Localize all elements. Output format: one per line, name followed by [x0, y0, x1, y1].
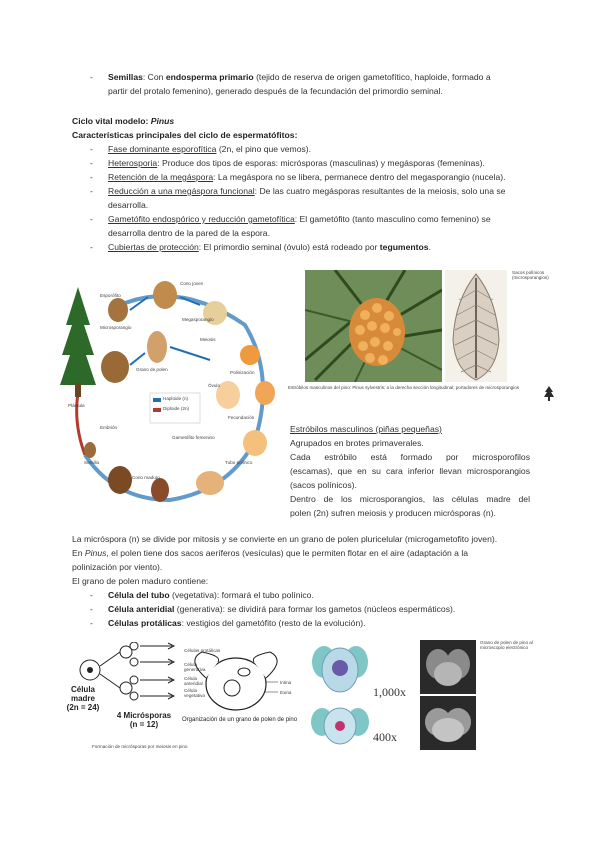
pollen-grain-diagram [182, 648, 304, 730]
strobili-para1b: (escamas), que en su cara inferior llevan microsporangios [290, 466, 530, 476]
legend-haploid: Haploide (n) [163, 396, 189, 401]
pollen-micrograph-1 [310, 640, 370, 698]
sem-image-1 [420, 640, 476, 694]
footer-note: Formación de micrósporas por meiosis en pino [92, 744, 188, 749]
sacs-label: Sacos polínicos (microsporangios) [512, 270, 549, 281]
cycle-label: Esporófito [100, 293, 121, 298]
strobilus-section-image [445, 270, 507, 382]
strobili-para1c: (sacos polínicos). [290, 480, 357, 490]
grain-label: Célula generativa [184, 662, 206, 673]
semillas-term: Semillas [108, 72, 143, 82]
microspores-label: 4 Micrósporas (n = 12) [116, 711, 172, 729]
list-item-continuation: desarrolla dentro de la pared de la espora. [108, 228, 270, 238]
cycle-label: Meiosis [200, 337, 216, 342]
grain-label: Exina [280, 690, 292, 695]
cycle-label: Megasporangio [182, 317, 214, 322]
mother-cell-label: Célula madre (2n = 24) [66, 685, 100, 712]
pollen-p3: El grano de polen maduro contiene: [72, 576, 209, 586]
pine-life-cycle-diagram [60, 275, 282, 507]
cycle-label: Fecundación [228, 415, 255, 420]
model-title: Ciclo vital modelo: Pinus [72, 116, 175, 126]
pine-tree-icon [60, 287, 96, 385]
cycle-label: Embrión [100, 425, 118, 430]
cycle-label: Óvulo [208, 383, 221, 388]
pollen-p2-cont: polinización por viento). [72, 562, 163, 572]
pollen-p1: La micróspora (n) se divide por mitosis y se convierte en un grano de polen pluricelular (microgametofito joven). [72, 534, 498, 544]
legend-diploid: Diploide (2n) [163, 406, 190, 411]
semillas-continuation: partir del protalo femenino), generado después de la fecundación del primordio seminal. [108, 86, 443, 96]
mag-400: 400x [373, 730, 397, 744]
strobili-heading: Estróbilos masculinos (piñas pequeñas) [290, 424, 442, 434]
mag-1000: 1,000x [373, 685, 406, 699]
tree-logo-icon [544, 386, 554, 406]
meiosis-diagram [64, 642, 179, 744]
photo-caption: Estróbilos masculinos del pino: Pinus sylvestris; a la derecha sección longitudinal; portadores de microsporangios [288, 385, 520, 390]
cycle-label: Grano de polen [136, 367, 168, 372]
grain-title: Células protálicas [184, 648, 221, 653]
cycle-label: Cono joven [180, 281, 204, 286]
cycle-label: Semilla [84, 460, 100, 465]
strobili-line1: Agrupados en brotes primaverales. [290, 438, 424, 448]
cycle-label: Plántula [68, 403, 85, 408]
cycle-label: Microsporangio [100, 325, 132, 330]
pollen-p2: En Pinus, el polen tiene dos sacos aeríferos (vesículas) que le permiten flotar en el aire (adaptación a la [72, 548, 469, 558]
strobili-para2a: Dentro de los microsporangios, las células madre del [290, 494, 530, 504]
pollen-micrograph-2 [310, 702, 370, 748]
cycle-label: Polinización [230, 370, 255, 375]
grain-label: Intina [280, 680, 292, 685]
sem-note: Grano de polen de pino al microscopio electrónico [480, 640, 533, 651]
model-subtitle: Características principales del ciclo de espermatófitos: [72, 130, 298, 140]
grain-caption: Organización de un grano de polen de pino [182, 717, 298, 723]
grain-label: Célula vegetativa [184, 688, 205, 699]
list-item-continuation: desarrolla. [108, 200, 149, 210]
male-strobili-photo [305, 270, 442, 382]
strobili-para2b: polen (2n) sufren meiosis y producen micrósporas (n). [290, 508, 496, 518]
cycle-label: Cono maduro [132, 475, 160, 480]
sem-image-2 [420, 696, 476, 750]
cycle-label: Gametófito femenino [172, 435, 215, 440]
strobili-para1a: Cada estróbilo está formado por microsporofilos [290, 452, 530, 462]
cycle-label: Tubo polínico [225, 460, 253, 465]
grain-label: Célula anteridial [184, 676, 203, 687]
